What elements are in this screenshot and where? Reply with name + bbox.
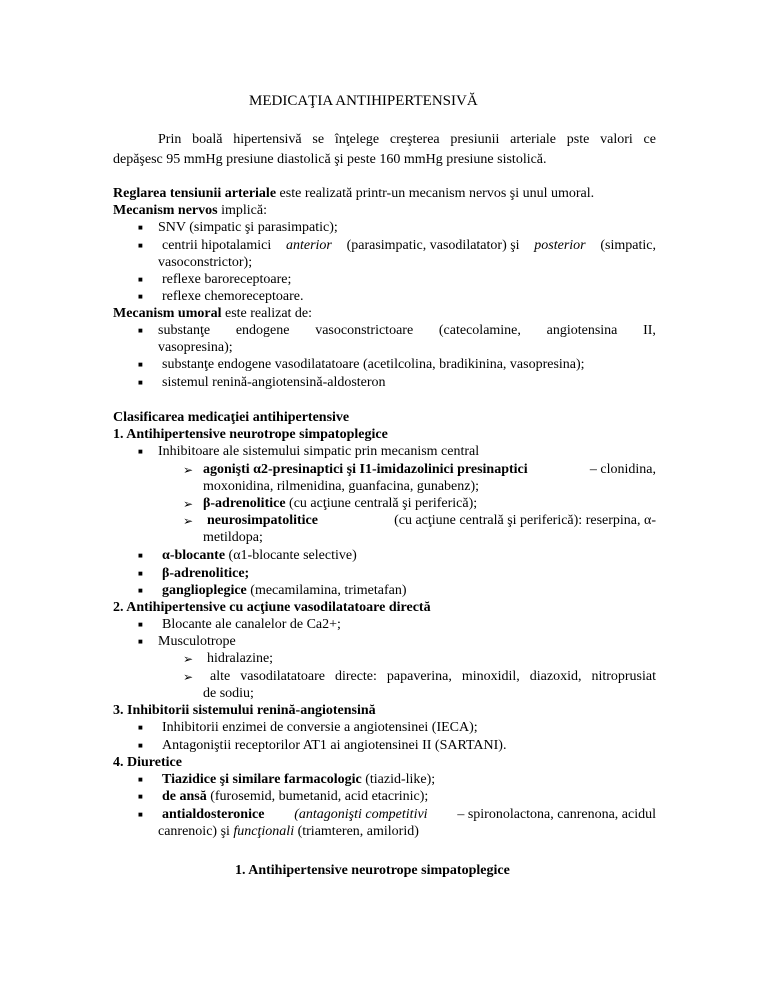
list-item: substanţe endogene vasodilatatoare (acetilcolina, bradikinina, vasopresina); [162,357,585,372]
bullet-icon: ■ [138,637,143,646]
list-item-bold: α-blocante [162,548,226,563]
classification-heading [113,410,349,426]
intro-line-2: depăşesc 95 mmHg presiune diastolică şi peste 160 mmHg presiune sistolică. [113,152,547,167]
list-item-italic: anterior [285,238,332,253]
arrow-bullet-icon: ➢ [183,670,194,684]
list-item-bold: antialdosteronice [162,807,265,822]
list-item-continuation: vasoconstrictor); [158,255,253,270]
next-section-heading [235,863,510,879]
word: endogene [235,323,290,338]
list-item: Blocante ale canalelor de Ca2+; [162,617,341,632]
list-item-text: (triamteren, amilorid) [297,824,419,839]
list-item [162,548,357,564]
list-item-text: (furosemid, bumetanid, acid etacrinic); [210,789,429,804]
word: diazoxid, [529,669,582,684]
sub-list-item [207,513,656,529]
list-item-text: – spironolactona, canrenona, acidul [457,807,656,822]
bullet-icon: ■ [138,586,143,595]
regulation-line [113,186,594,202]
word: nitroprusiat [591,669,656,684]
sub-list-item-bold: agonişti α2-presinaptici şi I1-imidazolinici presinaptici [203,462,528,477]
word: pste [566,132,590,147]
list-item: SNV (simpatic şi parasimpatic); [158,220,338,235]
section-2-heading-text: 2. Antihipertensive cu acţiune vasodilatatoare directă [113,600,431,615]
bullet-icon: ■ [138,810,143,819]
sub-list-item [203,462,656,478]
list-item: Musculotrope [158,634,236,649]
nervous-mechanism-line [113,203,267,219]
sub-list-item-text: (cu acţiune centrală şi periferică); [289,496,478,511]
list-item-text: (parasimpatic, vasodilatator) şi [346,238,520,253]
nervous-mechanism-heading: Mecanism nervos [113,203,218,218]
list-item: Inhibitorii enzimei de conversie a angiotensinei (IECA); [162,720,478,735]
word: vasodilatatoare [240,669,325,684]
section-1-heading-text: 1. Antihipertensive neurotrope simpatoplegice [113,427,388,442]
arrow-bullet-icon: ➢ [183,463,194,477]
section-1-heading [113,427,388,443]
word: ce [643,132,656,147]
list-item: reflexe baroreceptoare; [162,272,292,287]
sub-list-item [203,496,477,512]
intro-line-1 [158,132,656,148]
sub-list-item-bold: neurosimpatolitice [207,513,318,528]
bullet-icon: ■ [138,223,143,232]
list-item [162,772,435,788]
next-section-heading-text: 1. Antihipertensive neurotrope simpatoplegice [235,863,510,878]
word: înţelege [334,132,380,147]
nervous-mechanism-text: implică: [221,203,267,218]
section-3-heading-text: 3. Inhibitorii sistemului renină-angiotensină [113,703,376,718]
list-item [162,566,249,582]
sub-list-item-continuation: metildopa; [203,530,263,545]
list-item-text: (tiazid-like); [365,772,436,787]
regulation-heading: Reglarea tensiunii arteriale [113,186,277,201]
bullet-icon: ■ [138,775,143,784]
humoral-mechanism-line [113,306,312,322]
list-item-bold: β-adrenolitice; [162,566,250,581]
word: se [312,132,325,147]
bullet-icon: ■ [138,241,143,250]
list-item: reflexe chemoreceptoare. [162,289,304,304]
word: alte [210,669,231,684]
list-item-text: (mecamilamina, trimetafan) [250,583,407,598]
list-item: Inhibitoare ale sistemului simpatic prin mecanism central [158,444,480,459]
section-3-heading [113,703,376,719]
sub-list-item [210,669,656,685]
bullet-icon: ■ [138,741,143,750]
word: directe: [334,669,377,684]
section-4-heading-text: 4. Diuretice [113,755,182,770]
sub-list-item: hidralazine; [207,651,274,666]
word: boală [192,132,223,147]
bullet-icon: ■ [138,326,143,335]
humoral-mechanism-heading: Mecanism umoral [113,306,222,321]
list-item-text: (simpatic, [600,238,656,253]
list-item-continuation [158,824,419,840]
list-item-continuation: vasopresina); [158,340,233,355]
list-item [162,583,407,599]
bullet-icon: ■ [138,447,143,456]
list-item: Antagoniştii receptorilor AT1 ai angiotensinei II (SARTANI). [162,738,507,753]
word: creşterea [389,132,440,147]
word: substanţe [158,323,211,338]
list-item-text: (α1-blocante selective) [228,548,357,563]
list-item [162,807,656,823]
word: angiotensina [546,323,618,338]
list-item [162,789,428,805]
section-2-heading [113,600,431,616]
word: Prin [158,132,182,147]
bullet-icon: ■ [138,723,143,732]
sub-list-item-text: (cu acţiune centrală şi periferică): reserpina, α- [394,513,656,528]
word: (catecolamine, [438,323,521,338]
regulation-text: este realizată printr-un mecanism nervos şi unul umoral. [279,186,595,201]
list-item: sistemul renină-angiotensină-aldosteron [162,375,386,390]
list-item-bold: ganglioplegice [162,583,247,598]
word: II, [643,323,656,338]
section-4-heading [113,755,182,771]
bullet-icon: ■ [138,275,143,284]
sub-list-item-text: – clonidina, [589,462,656,477]
list-item [158,323,656,339]
list-item [162,238,656,254]
sub-list-item-continuation: de sodiu; [203,686,254,701]
word: presiunii [450,132,500,147]
arrow-bullet-icon: ➢ [183,652,194,666]
sub-list-item-bold: β-adrenolitice [203,496,286,511]
sub-list-item-continuation: moxonidina, rilmenidina, guanfacina, gunabenz); [203,479,480,494]
list-item-italic: posterior [534,238,586,253]
bullet-icon: ■ [138,551,143,560]
list-item-text: canrenoic) şi [158,824,230,839]
arrow-bullet-icon: ➢ [183,497,194,511]
word: vasoconstrictoare [315,323,414,338]
word: papaverina, [386,669,452,684]
bullet-icon: ■ [138,620,143,629]
bullet-icon: ■ [138,360,143,369]
word: minoxidil, [461,669,520,684]
humoral-mechanism-text: este realizat de: [224,306,313,321]
word: hipertensivă [233,132,302,147]
bullet-icon: ■ [138,378,143,387]
arrow-bullet-icon: ➢ [183,514,194,528]
list-item-text: centrii hipotalamici [162,238,272,253]
list-item-bold: de ansă [162,789,207,804]
classification-heading-text: Clasificarea medicaţiei antihipertensive [113,410,350,425]
page-title: MEDICAŢIA ANTIHIPERTENSIVĂ [249,93,478,109]
bullet-icon: ■ [138,292,143,301]
list-item-bold: Tiazidice şi similare farmacologic [162,772,362,787]
word: valori [600,132,633,147]
bullet-icon: ■ [138,569,143,578]
word: arteriale [510,132,557,147]
list-item-italic: funcţionali [233,824,295,839]
bullet-icon: ■ [138,792,143,801]
list-item-italic: (antagonişti competitivi [294,807,428,822]
